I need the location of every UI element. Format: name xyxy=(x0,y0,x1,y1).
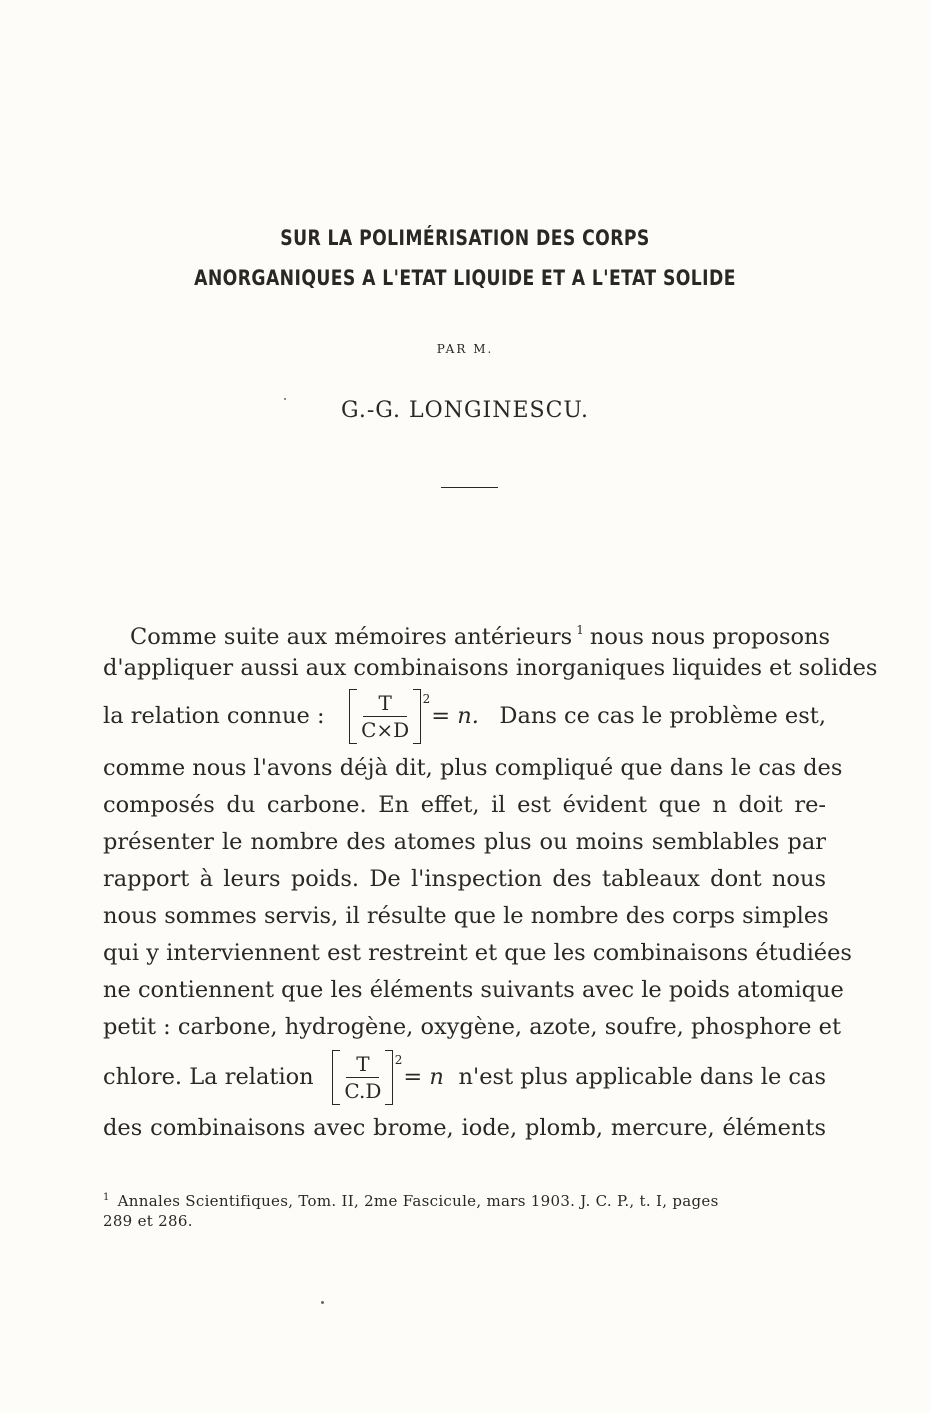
body-line-4: comme nous l'avons déjà dit, plus compliqué que dans le cas des xyxy=(103,755,843,781)
body-line-12 xyxy=(103,1048,826,1106)
body-line-3 xyxy=(103,688,826,744)
body-line-1 xyxy=(130,614,831,653)
formula-1-bar xyxy=(363,716,407,717)
footnote-line-2: 289 et 286. xyxy=(103,1212,193,1230)
body-line-8: nous sommes servis, il résulte que le nombre des corps simples xyxy=(103,903,829,929)
body-line-2: d'appliquer aussi aux combinaisons inorganiques liquides et solides xyxy=(103,655,878,681)
body-line-7: rapport à leurs poids. De l'inspection des tableaux dont nous xyxy=(103,866,826,892)
body-line-1-end: nous nous proposons xyxy=(589,624,831,650)
formula-1-right-bracket xyxy=(413,689,421,744)
formula-1-equals: = n. xyxy=(431,703,479,729)
body-line-1-text: Comme suite aux mémoires antérieurs xyxy=(130,624,573,650)
footnote-line-1-text: Annales Scientifiques, Tom. II, 2me Fascicule, mars 1903. J. C. P., t. I, pages xyxy=(117,1192,719,1210)
formula-2-right-bracket xyxy=(385,1050,393,1105)
footnote-mark: 1 xyxy=(103,1192,110,1203)
formula-1-denominator: C×D xyxy=(361,717,410,742)
body-line-6: présenter le nombre des atomes plus ou moins semblables par xyxy=(103,829,826,855)
formula-1-numerator: T xyxy=(378,690,392,715)
page-speck xyxy=(284,398,286,400)
body-line-3-end: Dans ce cas le problème est, xyxy=(499,703,826,729)
formula-2-bar xyxy=(346,1077,379,1078)
formula-2-exponent: 2 xyxy=(394,1052,403,1067)
formula-1-left-bracket xyxy=(349,689,357,744)
body-line-11: petit : carbone, hydrogène, oxygène, azote, soufre, phosphore et xyxy=(103,1014,841,1040)
author-name xyxy=(0,398,930,423)
title-line-2: ANORGANIQUES A L'ETAT LIQUIDE ET A L'ETAT SOLIDE xyxy=(194,266,736,290)
footnote-line-1 xyxy=(103,1187,826,1212)
byline-par: PAR M. xyxy=(436,342,494,356)
formula-1 xyxy=(345,691,479,742)
body-line-3-start: la relation connue : xyxy=(103,703,325,729)
author-surname: ONGINESCU. xyxy=(424,398,589,423)
title-line-1: SUR LA POLIMÉRISATION DES CORPS xyxy=(280,226,650,250)
formula-2-denominator: C.D xyxy=(344,1078,382,1103)
formula-1-exponent: 2 xyxy=(422,691,431,706)
formula-2-left-bracket xyxy=(332,1050,340,1105)
formula-1-fraction xyxy=(349,690,431,742)
body-line-12-end: n'est plus applicable dans le cas xyxy=(458,1064,826,1090)
formula-2-fraction xyxy=(332,1051,403,1103)
body-line-10: ne contiennent que les éléments suivants avec le poids atomique xyxy=(103,977,844,1003)
footnote-ref: 1 xyxy=(576,623,584,637)
body-line-12-start: chlore. La relation xyxy=(103,1064,314,1090)
page-speck xyxy=(321,1301,324,1304)
body-line-13: des combinaisons avec brome, iode, plomb, mercure, éléments xyxy=(103,1115,826,1141)
formula-2-equals: = n xyxy=(403,1064,444,1090)
author-initials: G.-G. L xyxy=(341,398,425,423)
formula-2-numerator: T xyxy=(356,1051,370,1076)
title-rule xyxy=(441,487,498,488)
body-line-5: composés du carbone. En effet, il est évident que n doit re- xyxy=(103,792,826,818)
body-line-9: qui y interviennent est restreint et que les combinaisons étudiées xyxy=(103,940,852,966)
formula-2 xyxy=(328,1052,443,1103)
